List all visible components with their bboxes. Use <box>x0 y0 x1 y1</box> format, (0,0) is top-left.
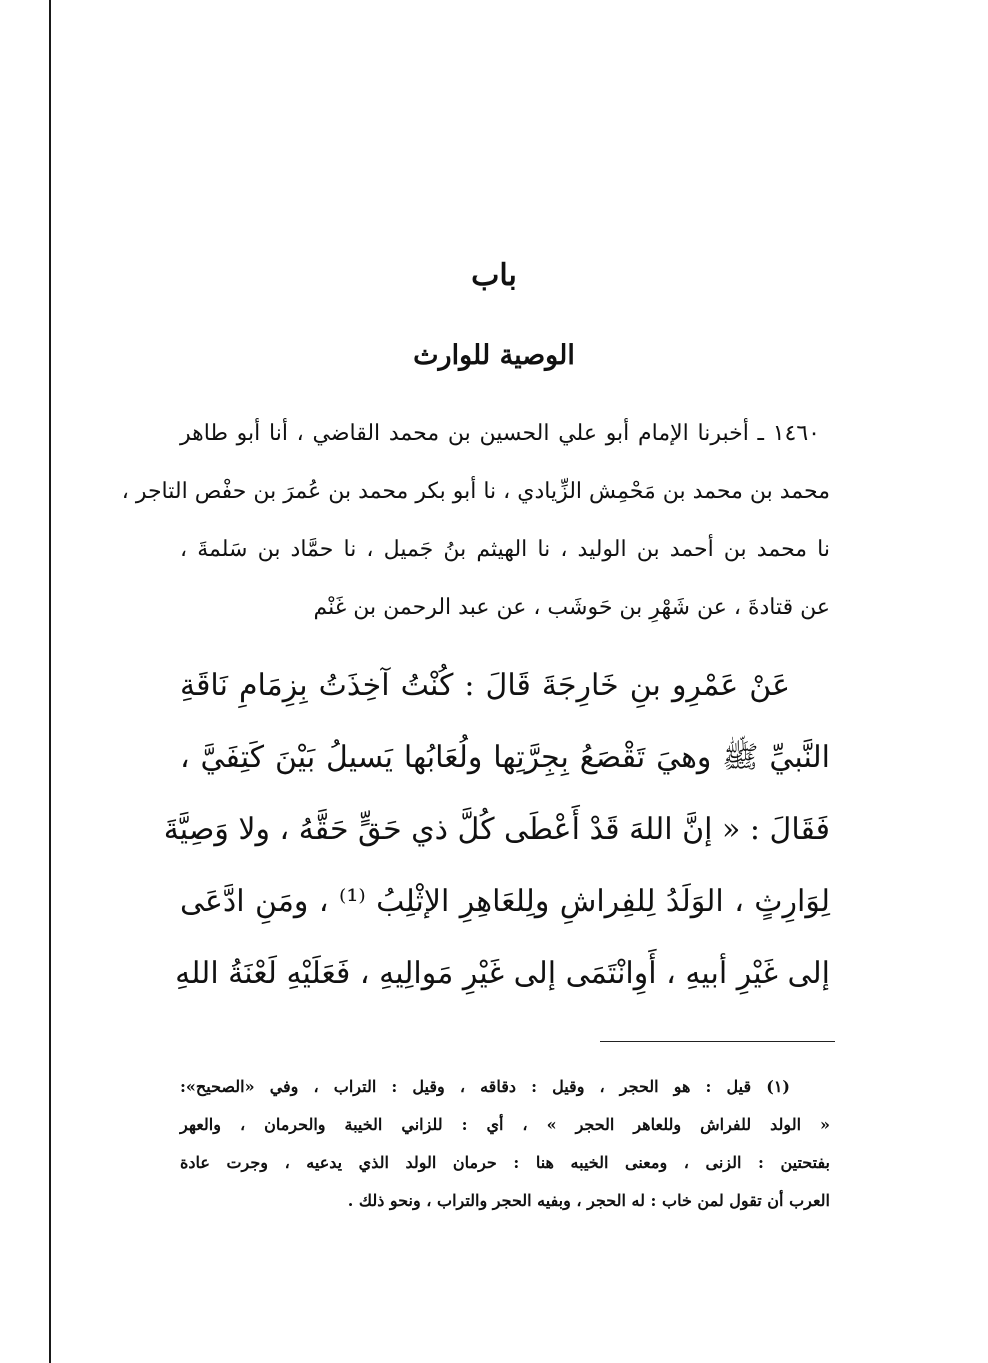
hadith-line: لِوَارِثٍ ، الوَلَدُ لِلفِراشِ ولِلعَاهِرِ الإثْلِبُ ⁽¹⁾ ، ومَنِ ادَّعَى <box>180 884 831 919</box>
hadith-line: إلى غَيْرِ أبيهِ ، أَوِانْتَمَى إلى غَيْرِ مَوالِيهِ ، فَعَلَيْهِ لَعْنَةُ اللهِ <box>175 956 830 991</box>
chapter-subheading: الوصية للوارث <box>413 340 575 371</box>
footnote-line: العرب أن تقول لمن خاب : له الحجر ، وبفيه الحجر والتراب ، ونحو ذلك . <box>347 1191 830 1210</box>
isnad-line: عن قتادةَ ، عن شَهْرِ بن حَوشَب ، عن عبد الرحمن بن غَنْم <box>313 595 830 620</box>
footnote-line: (١) قيل : هو الحجر ، وقيل : دقاقه ، وقيل : التراب ، وفي «الصحيح»: <box>180 1077 790 1096</box>
hadith-line: فَقَالَ : « إنَّ اللهَ قَدْ أَعْطَى كُلَّ ذي حَقٍّ حَقَّهُ ، ولا وَصِيَّةَ <box>163 812 830 847</box>
isnad-block <box>121 405 830 637</box>
hadith-line: عَنْ عَمْرِو بنِ خَارِجَةَ قَالَ : كُنْتُ آخِذَتُ بِزِمَامِ نَاقَةِ <box>180 668 790 703</box>
footnote-divider <box>600 1041 835 1042</box>
chapter-heading: باب <box>471 258 517 293</box>
page-edge-line <box>49 0 51 1363</box>
footnote-line: بفتحتين : الزنى ، ومعنى الخيبه هنا : حرمان الولد الذي يدعيه ، وجرت عادة <box>180 1153 831 1172</box>
isnad-line: محمد بن محمد بن مَحْمِش الزِّيادي ، نا أبو بكر محمد بن عُمرَ بن حفْص التاجر ، <box>121 479 830 504</box>
hadith-text-block <box>163 650 831 1010</box>
footnote-block <box>180 1068 830 1220</box>
isnad-line: ١٤٦٠ ـ أخبرنا الإمام أبو علي الحسين بن محمد القاضي ، أنا أبو طاهر <box>180 421 820 446</box>
isnad-line: نا محمد بن أحمد بن الوليد ، نا الهيثم بنُ جَميل ، نا حمَّاد بن سَلمةَ ، <box>180 537 830 562</box>
footnote-line: « الولد للفراش وللعاهر الحجر » ، أي : للزاني الخيبة والحرمان ، والعهر <box>180 1115 830 1134</box>
hadith-line: النَّبيِّ ﷺ وهيَ تَقْصَعُ بِجِرَّتِها ولُعَابُها يَسيلُ بَيْنَ كَتِفَيَّ ، <box>180 740 830 775</box>
